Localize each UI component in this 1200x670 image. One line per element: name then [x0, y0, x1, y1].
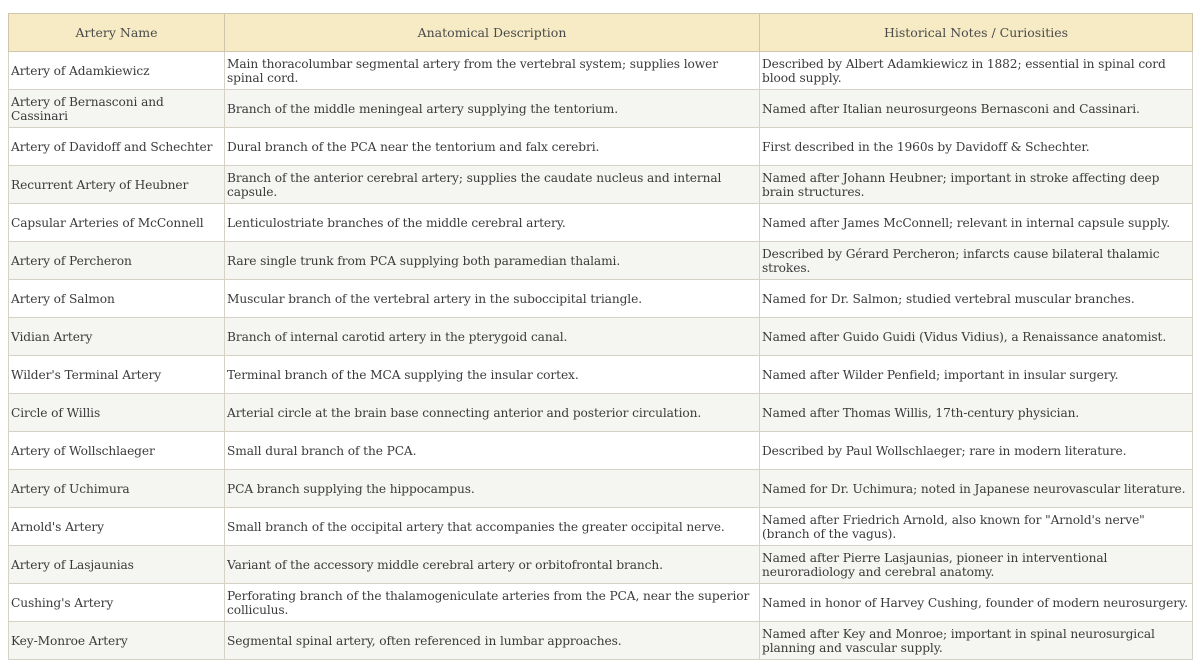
notes-cell: Named after Pierre Lasjaunias, pioneer in interventional neuroradiology and cerebral anatomy.	[760, 546, 1193, 584]
table-row	[9, 90, 1193, 128]
notes-cell: Named after Guido Guidi (Vidus Vidius), a Renaissance anatomist.	[760, 318, 1193, 356]
table-row	[9, 318, 1193, 356]
artery-name-cell: Arnold's Artery	[9, 508, 225, 546]
table-row	[9, 52, 1193, 90]
notes-cell: Described by Paul Wollschlaeger; rare in modern literature.	[760, 432, 1193, 470]
artery-name-cell: Recurrent Artery of Heubner	[9, 166, 225, 204]
description-cell: Perforating branch of the thalamogeniculate arteries from the PCA, near the superior colliculus.	[225, 584, 760, 622]
notes-cell: Named after Thomas Willis, 17th-century physician.	[760, 394, 1193, 432]
table-row	[9, 204, 1193, 242]
artery-name-cell: Artery of Salmon	[9, 280, 225, 318]
artery-name-cell: Capsular Arteries of McConnell	[9, 204, 225, 242]
artery-name-cell: Artery of Bernasconi and Cassinari	[9, 90, 225, 128]
table-row	[9, 432, 1193, 470]
table-row	[9, 584, 1193, 622]
column-header-historical-notes: Historical Notes / Curiosities	[760, 14, 1193, 52]
description-cell: Terminal branch of the MCA supplying the insular cortex.	[225, 356, 760, 394]
notes-cell: Named after Italian neurosurgeons Bernasconi and Cassinari.	[760, 90, 1193, 128]
description-cell: Dural branch of the PCA near the tentorium and falx cerebri.	[225, 128, 760, 166]
table-row	[9, 280, 1193, 318]
description-cell: Variant of the accessory middle cerebral artery or orbitofrontal branch.	[225, 546, 760, 584]
notes-cell: Named after Key and Monroe; important in spinal neurosurgical planning and vascular supply.	[760, 622, 1193, 660]
column-header-anatomical-description: Anatomical Description	[225, 14, 760, 52]
column-header-artery-name: Artery Name	[9, 14, 225, 52]
artery-name-cell: Artery of Uchimura	[9, 470, 225, 508]
notes-cell: Named after Wilder Penfield; important in insular surgery.	[760, 356, 1193, 394]
notes-cell: Described by Gérard Percheron; infarcts cause bilateral thalamic strokes.	[760, 242, 1193, 280]
description-cell: Small dural branch of the PCA.	[225, 432, 760, 470]
table-row	[9, 166, 1193, 204]
artery-name-cell: Artery of Lasjaunias	[9, 546, 225, 584]
description-cell: Arterial circle at the brain base connecting anterior and posterior circulation.	[225, 394, 760, 432]
description-cell: Main thoracolumbar segmental artery from the vertebral system; supplies lower spinal cord.	[225, 52, 760, 90]
artery-name-cell: Cushing's Artery	[9, 584, 225, 622]
artery-name-cell: Artery of Davidoff and Schechter	[9, 128, 225, 166]
table-row	[9, 394, 1193, 432]
notes-cell: Described by Albert Adamkiewicz in 1882; essential in spinal cord blood supply.	[760, 52, 1193, 90]
description-cell: PCA branch supplying the hippocampus.	[225, 470, 760, 508]
table-row	[9, 470, 1193, 508]
table-row	[9, 356, 1193, 394]
notes-cell: Named in honor of Harvey Cushing, founder of modern neurosurgery.	[760, 584, 1193, 622]
artery-name-cell: Vidian Artery	[9, 318, 225, 356]
artery-name-cell: Key-Monroe Artery	[9, 622, 225, 660]
notes-cell: Named for Dr. Salmon; studied vertebral muscular branches.	[760, 280, 1193, 318]
notes-cell: Named after Friedrich Arnold, also known for "Arnold's nerve" (branch of the vagus).	[760, 508, 1193, 546]
artery-name-cell: Artery of Percheron	[9, 242, 225, 280]
table-row	[9, 546, 1193, 584]
notes-cell: Named for Dr. Uchimura; noted in Japanese neurovascular literature.	[760, 470, 1193, 508]
header-row	[9, 14, 1193, 52]
table-row	[9, 622, 1193, 660]
table-row	[9, 242, 1193, 280]
table-row	[9, 508, 1193, 546]
table-row	[9, 128, 1193, 166]
artery-name-cell: Artery of Wollschlaeger	[9, 432, 225, 470]
artery-name-cell: Wilder's Terminal Artery	[9, 356, 225, 394]
description-cell: Segmental spinal artery, often referenced in lumbar approaches.	[225, 622, 760, 660]
description-cell: Lenticulostriate branches of the middle cerebral artery.	[225, 204, 760, 242]
description-cell: Muscular branch of the vertebral artery in the suboccipital triangle.	[225, 280, 760, 318]
artery-name-cell: Artery of Adamkiewicz	[9, 52, 225, 90]
arteries-table-container	[8, 13, 1192, 660]
description-cell: Branch of internal carotid artery in the pterygoid canal.	[225, 318, 760, 356]
description-cell: Rare single trunk from PCA supplying both paramedian thalami.	[225, 242, 760, 280]
artery-name-cell: Circle of Willis	[9, 394, 225, 432]
description-cell: Small branch of the occipital artery that accompanies the greater occipital nerve.	[225, 508, 760, 546]
notes-cell: Named after James McConnell; relevant in internal capsule supply.	[760, 204, 1193, 242]
notes-cell: First described in the 1960s by Davidoff & Schechter.	[760, 128, 1193, 166]
description-cell: Branch of the middle meningeal artery supplying the tentorium.	[225, 90, 760, 128]
notes-cell: Named after Johann Heubner; important in stroke affecting deep brain structures.	[760, 166, 1193, 204]
description-cell: Branch of the anterior cerebral artery; supplies the caudate nucleus and internal capsule.	[225, 166, 760, 204]
arteries-table	[8, 13, 1193, 660]
